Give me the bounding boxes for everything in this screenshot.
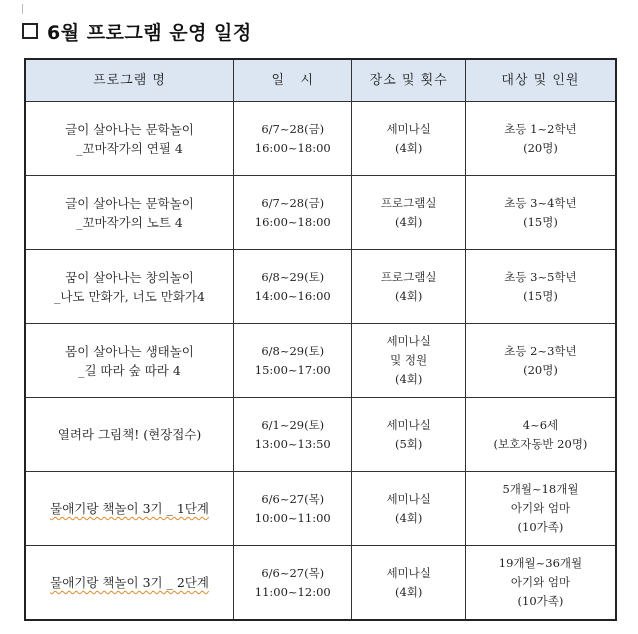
cell-datetime [234,546,352,621]
time-range: 15:00~17:00 [254,362,331,377]
cell-place-line: 세미나실 [386,417,431,432]
spellcheck-underline: 물애기랑 책놀이 3기 _ 2단계 [50,575,209,590]
date-range: 6/7~28(금) [261,195,325,210]
spellcheck-underline: 물애기랑 책놀이 3기 _ 1단계 [50,501,209,516]
cell-target [465,176,616,250]
cell-target [465,102,616,176]
cell-target-line: 19개월~36개월 [498,556,583,570]
cell-datetime [234,176,352,250]
cell-target-line: 초등 3~5학년 [504,269,577,284]
time-range: 16:00~18:00 [254,214,331,229]
cell-place-line: (4회) [394,140,423,155]
header-program: 프로그램 명 [25,59,234,102]
cell-place-line: 세미나실 [386,334,431,348]
cell-place-line: (4회) [394,372,423,386]
date-range: 6/1~29(토) [261,417,325,432]
time-range: 11:00~12:00 [254,584,331,599]
cell-target [465,398,616,472]
cell-place-line: 프로그램실 [380,269,437,284]
time-range: 16:00~18:00 [254,140,331,155]
cell-program [25,546,234,621]
cell-target-line: (보호자동반 20명) [493,436,588,451]
title-bar [22,16,252,46]
cell-target-line: 아기와 엄마 [510,575,571,589]
cell-program [25,250,234,324]
schedule-table [24,58,617,621]
program-line [26,499,233,518]
program-line: 글이 살아나는 문학놀이 [65,121,194,137]
program-line [26,573,233,592]
program-line: 열려라 그림책! (현장접수) [57,427,202,442]
time-range: 14:00~16:00 [254,288,331,303]
date-range: 6/6~27(목) [261,491,325,506]
table-row [25,102,616,176]
program-line: _꼬마작가의 노트 4 [76,214,183,230]
cell-place [352,472,466,546]
cell-place-line: (4회) [394,214,423,229]
header-row [25,59,616,102]
cell-target-line: (10가족) [517,520,564,534]
program-line: 글이 살아나는 문학놀이 [65,195,194,211]
cell-place-line: 세미나실 [386,565,431,580]
cell-place-line: (4회) [394,510,423,525]
checkbox-icon [22,23,38,39]
cell-target-line: 아기와 엄마 [510,501,571,515]
cell-place-line: 세미나실 [386,121,431,136]
time-range: 10:00~11:00 [254,510,331,525]
cell-target-line: (15명) [523,288,558,303]
date-range: 6/8~29(토) [261,343,325,358]
cell-program [25,472,234,546]
cell-datetime [234,102,352,176]
cell-place-line: (4회) [394,288,423,303]
table-row [25,398,616,472]
cell-datetime [234,472,352,546]
table-row [25,250,616,324]
cell-target-line: 초등 2~3학년 [504,343,577,358]
program-line: 꿈이 살아나는 창의놀이 [65,269,194,285]
table-row [25,472,616,546]
program-line: 몸이 살아나는 생태놀이 [65,343,194,359]
table-row [25,324,616,398]
cell-datetime [234,324,352,398]
edge-mark [22,4,23,14]
cell-target-line: 4~6세 [522,417,559,432]
cell-target-line: 초등 3~4학년 [504,195,577,210]
cell-place [352,250,466,324]
cell-place [352,176,466,250]
cell-datetime [234,398,352,472]
cell-place [352,398,466,472]
date-range: 6/8~29(토) [261,269,325,284]
cell-place-line: 프로그램실 [380,195,437,210]
time-range: 13:00~13:50 [254,436,331,451]
cell-program [25,324,234,398]
cell-place-line: 세미나실 [386,491,431,506]
cell-place [352,546,466,621]
cell-target-line: (15명) [523,214,558,229]
cell-place-line: 및 정원 [390,353,428,367]
program-line: _꼬마작가의 연필 4 [76,140,183,156]
cell-target-line: (20명) [523,140,558,155]
header-target: 대상 및 인원 [465,59,616,102]
cell-target-line: (20명) [523,362,558,377]
cell-place [352,324,466,398]
cell-target [465,324,616,398]
cell-program [25,398,234,472]
header-place: 장소 및 횟수 [352,59,466,102]
cell-target [465,546,616,621]
page-title: 6월 프로그램 운영 일정 [47,21,252,44]
cell-target-line: 5개월~18개월 [502,482,579,496]
cell-target-line: (10가족) [517,594,564,608]
cell-place-line: (4회) [394,584,423,599]
table-row [25,546,616,621]
date-range: 6/7~28(금) [261,121,325,136]
cell-target [465,250,616,324]
program-line: _나도 만화가, 너도 만화가4 [54,288,205,304]
cell-program [25,176,234,250]
cell-place [352,102,466,176]
header-datetime: 일 시 [234,59,352,102]
table-row [25,176,616,250]
cell-datetime [234,250,352,324]
program-line: _길 따라 숲 따라 4 [78,362,181,378]
cell-target [465,472,616,546]
cell-program [25,102,234,176]
cell-target-line: 초등 1~2학년 [504,121,577,136]
cell-place-line: (5회) [394,436,423,451]
date-range: 6/6~27(목) [261,565,325,580]
